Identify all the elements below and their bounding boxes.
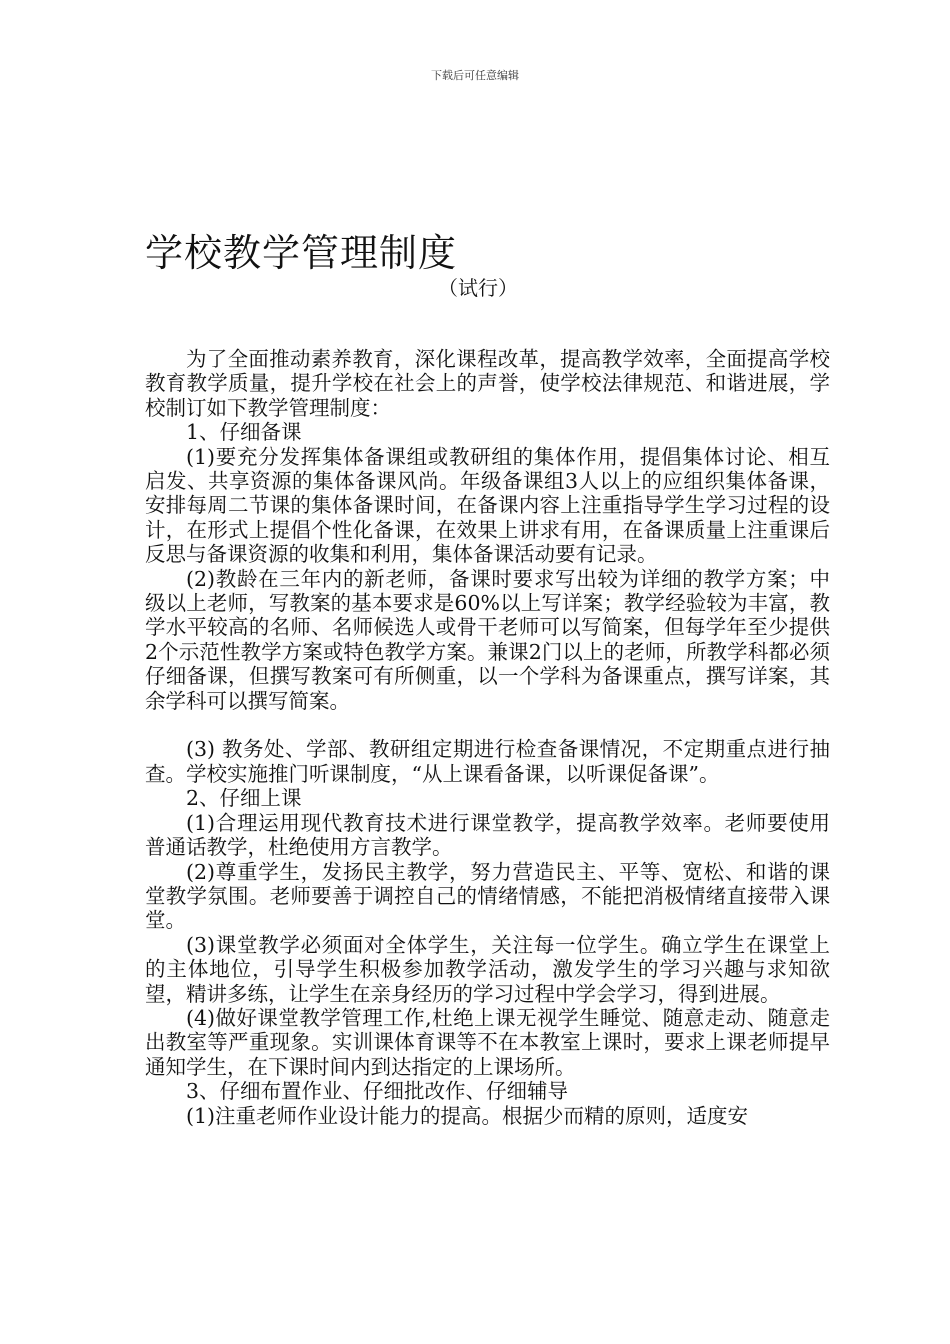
paragraph-teach-3: (3)课堂教学必须面对全体学生，关注每一位学生。确立学生在课堂上的主体地位，引导学生积极参加教学活动，激发学生的学习兴趣与求知欲望，精讲多练，让学生在亲身经历的学习过程中学会学习，得到进展。 (145, 932, 830, 1006)
paragraph-prepare-1: (1)要充分发挥集体备课组或教研组的集体作用，提倡集体讨论、相互启发、共享资源的集体备课风尚。年级备课组3人以上的应组织集体备课，安排每周二节课的集体备课时间，在备课内容上注重指导学生学习过程的设计，在形式上提倡个性化备课，在效果上讲求有用，在备课质量上注重课后反思与备课资源的收集和利用，集体备课活动要有记录。 (145, 444, 830, 567)
document-title: 学校教学管理制度 (145, 231, 458, 275)
document-subtitle: （试行） (438, 276, 518, 300)
paragraph-teach-1: (1)合理运用现代教育技术进行课堂教学，提高教学效率。老师要使用普通话教学，杜绝使用方言教学。 (145, 810, 830, 860)
paragraph-prepare-3: (3) 教务处、学部、教研组定期进行检查备课情况，不定期重点进行抽查。学校实施推门听课制度，“从上课看备课，以听课促备课”。 (145, 737, 830, 786)
section-heading-homework: 3、仔细布置作业、仔细批改作、仔细辅导 (186, 1079, 569, 1104)
paragraph-teach-4: (4)做好课堂教学管理工作,杜绝上课无视学生睡觉、随意走动、随意走出教室等严重现象。实训课体育课等不在本教室上课时，要求上课老师提早通知学生，在下课时间内到达指定的上课场所。 (145, 1005, 830, 1079)
intro-paragraph: 为了全面推动素养教育，深化课程改革，提高教学效率，全面提高学校教育教学质量，提升学校在社会上的声誉，使学校法律规范、和谐进展，学校制订如下教学管理制度： (145, 347, 830, 420)
paragraph-homework-1: (1)注重老师作业设计能力的提高。根据少而精的原则，适度安 (186, 1103, 749, 1128)
section-heading-prepare-lessons: 1、仔细备课 (186, 420, 302, 445)
paragraph-teach-2: (2)尊重学生，发扬民主教学，努力营造民主、平等、宽松、和谐的课堂教学氛围。老师要善于调控自己的情绪情感，不能把消极情绪直接带入课堂。 (145, 859, 830, 933)
header-note: 下载后可任意编辑 (431, 69, 519, 82)
paragraph-prepare-2: (2)教龄在三年内的新老师，备课时要求写出较为详细的教学方案；中级以上老师，写教案的基本要求是60%以上写详案；教学经验较为丰富，教学水平较高的名师、名师候选人或骨干老师可以写简案，但每学年至少提供2个示范性教学方案或特色教学方案。兼课2门以上的老师，所教学科都必须仔细备课，但撰写教案可有所侧重，以一个学科为备课重点，撰写详案，其余学科可以撰写简案。 (145, 566, 830, 713)
document-body (145, 347, 830, 1128)
section-heading-teach-classes: 2、仔细上课 (186, 786, 302, 811)
